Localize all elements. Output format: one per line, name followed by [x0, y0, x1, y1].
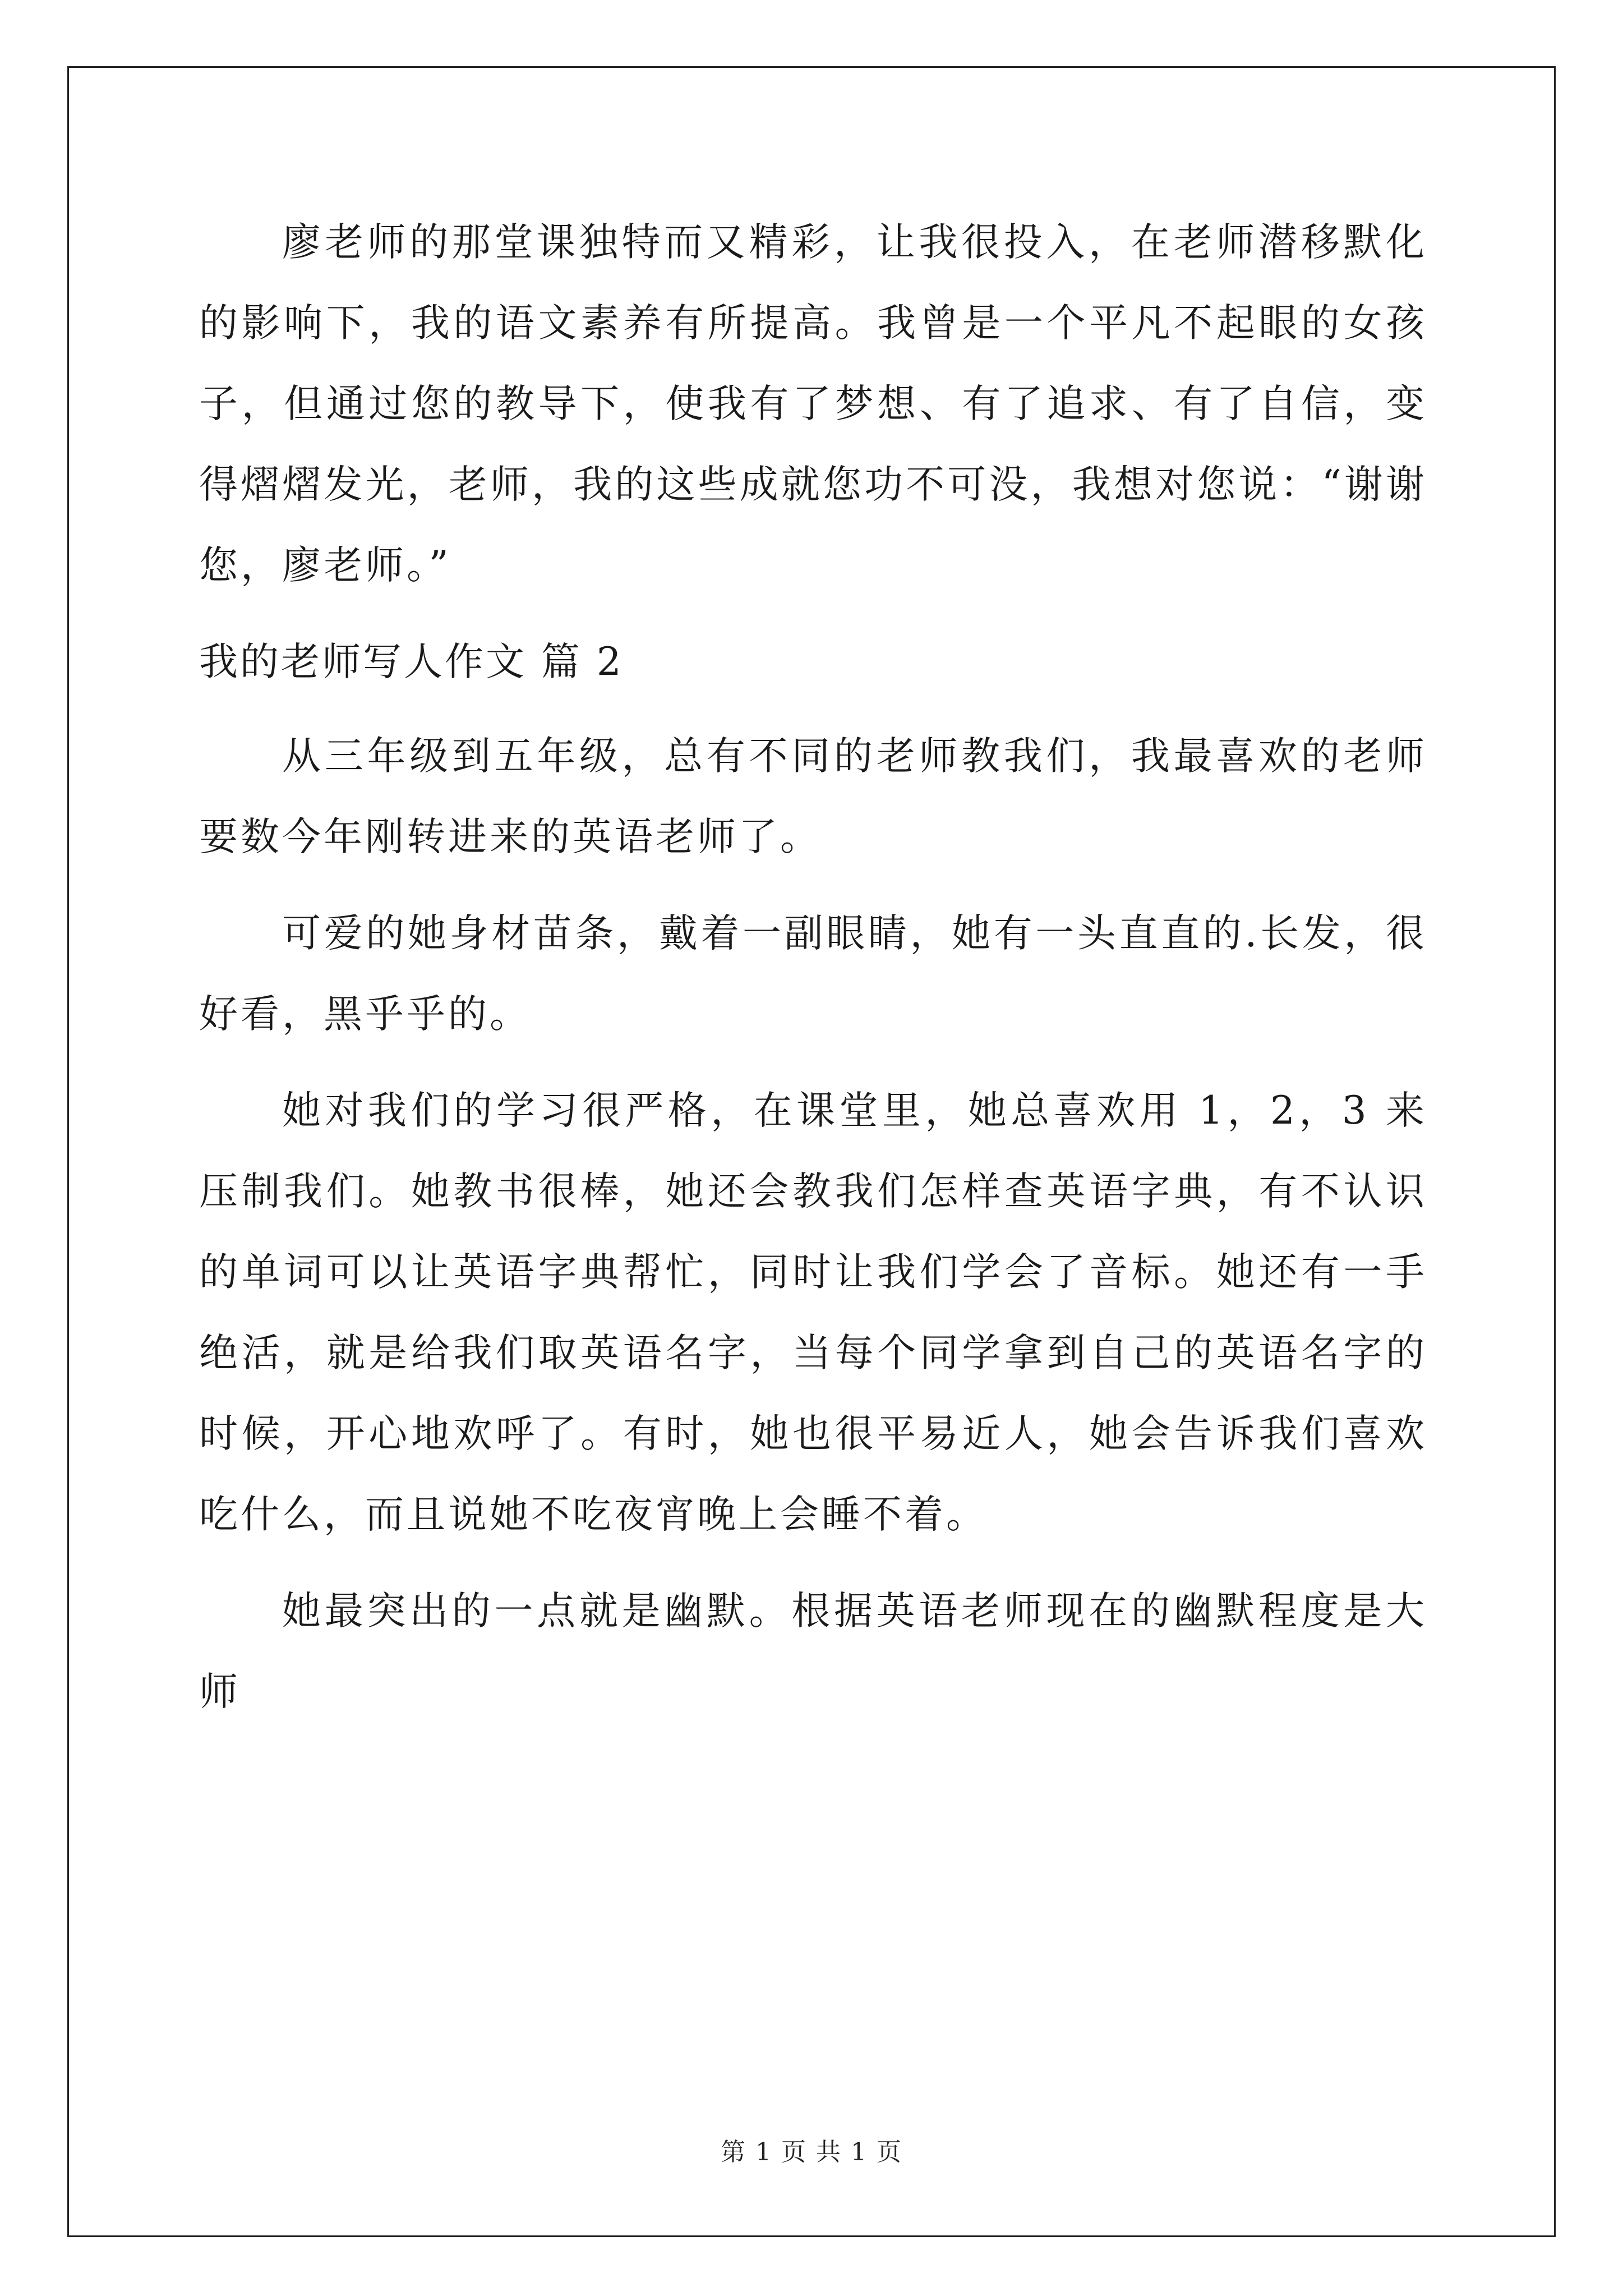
paragraph-intro: 廖老师的那堂课独特而又精彩，让我很投入，在老师潜移默化的影响下，我的语文素养有所提高。我曾是一个平凡不起眼的女孩子，但通过您的教导下，使我有了梦想、有了追求、有了自信，变得熠熠发光，老师，我的这些成就您功不可没，我想对您说：“谢谢您，廖老师。” — [199, 220, 1427, 588]
document-body — [199, 202, 1427, 1732]
paragraph-4: 她最突出的一点就是幽默。根据英语老师现在的幽默程度是大师 — [199, 1589, 1427, 1714]
spacer — [199, 606, 1427, 622]
spacer — [199, 1055, 1427, 1070]
section-heading: 我的老师写人作文 篇 2 — [199, 639, 624, 684]
spacer — [199, 1555, 1427, 1571]
spacer — [199, 877, 1427, 893]
paragraph-1: 从三年级到五年级，总有不同的老师教我们，我最喜欢的老师要数今年刚转进来的英语老师了。 — [199, 734, 1427, 859]
paragraph-2: 可爱的她身材苗条，戴着一副眼睛，她有一头直直的.长发，很好看，黑乎乎的。 — [199, 911, 1427, 1037]
paragraph-3: 她对我们的学习很严格，在课堂里，她总喜欢用 1，2，3 来压制我们。她教书很棒，她还会教我们怎样查英语字典，有不认识的单词可以让英语字典帮忙，同时让我们学会了音标。她还有一手绝活，就是给我们取英语名字，当每个同学拿到自己的英语名字的时候，开心地欢呼了。有时，她也很平易近人，她会告诉我们喜欢吃什么，而且说她不吃夜宵晚上会睡不着。 — [199, 1088, 1427, 1537]
page-footer: 第 1 页 共 1 页 — [721, 2138, 902, 2166]
